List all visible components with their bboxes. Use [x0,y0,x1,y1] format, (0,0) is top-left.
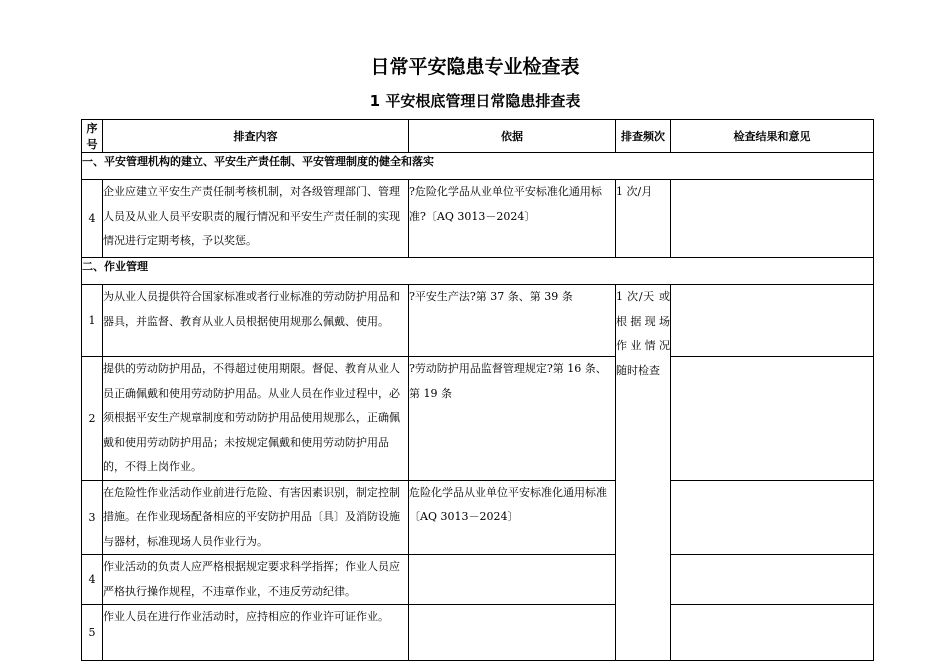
table-row [82,357,874,481]
table-row [82,555,874,605]
row-number: 1 [82,285,103,357]
header-content: 排查内容 [103,120,409,153]
row-basis: 危险化学品从业单位平安标准化通用标准〔AQ 3013－2024〕 [409,480,616,555]
row-result-cell[interactable] [671,605,874,661]
table-header-row [82,120,874,153]
row-basis: ?平安生产法?第 37 条、第 39 条 [409,285,616,357]
row-result-cell[interactable] [671,357,874,481]
row-basis: ?危险化学品从业单位平安标准化通用标准?〔AQ 3013－2024〕 [409,180,616,258]
row-content: 作业活动的负责人应严格根据规定要求科学指挥；作业人员应严格执行操作规程，不违章作业，不违反劳动纪律。 [103,555,409,605]
row-result-cell[interactable] [671,180,874,258]
inspection-table [81,119,874,661]
section-title-1: 一、平安管理机构的建立、平安生产责任制、平安管理制度的健全和落实 [82,153,874,180]
header-result: 检查结果和意见 [671,120,874,153]
row-number: 4 [82,180,103,258]
table-row [82,480,874,555]
row-number: 3 [82,480,103,555]
document-title: 日常平安隐患专业检查表 [370,56,580,78]
row-number: 2 [82,357,103,481]
row-content: 企业应建立平安生产责任制考核机制，对各级管理部门、管理人员及从业人员平安职责的履行情况和平安生产责任制的实现情况进行定期考核，予以奖惩。 [103,180,409,258]
row-content: 为从业人员提供符合国家标准或者行业标准的劳动防护用品和器具，并监督、教育从业人员根据使用规那么佩戴、使用。 [103,285,409,357]
header-frequency: 排查频次 [616,120,671,153]
section-title-2: 二、作业管理 [82,258,874,285]
row-content: 提供的劳动防护用品，不得超过使用期限。督促、教育从业人员正确佩戴和使用劳动防护用品。从业人员在作业过程中，必须根据平安生产规章制度和劳动防护用品使用规那么，正确佩戴和使用劳动防护用品；未按规定佩戴和使用劳动防护用品的，不得上岗作业。 [103,357,409,481]
header-no: 序号 [82,120,103,153]
row-number: 5 [82,605,103,661]
section-row [82,153,874,180]
table-row [82,180,874,258]
row-frequency: 1 次/月 [616,180,671,258]
row-basis [409,555,616,605]
row-result-cell[interactable] [671,285,874,357]
row-result-cell[interactable] [671,480,874,555]
row-frequency: 1 次/天 或根据现场作业情况随时检查 [616,285,671,661]
table-row [82,285,874,357]
table-row [82,605,874,661]
row-number: 4 [82,555,103,605]
row-basis [409,605,616,661]
row-result-cell[interactable] [671,555,874,605]
section-row [82,258,874,285]
row-basis: ?劳动防护用品监督管理规定?第 16 条、第 19 条 [409,357,616,481]
row-content: 在危险性作业活动作业前进行危险、有害因素识别，制定控制措施。在作业现场配备相应的平安防护用品〔具〕及消防设施与器材，标准现场人员作业行为。 [103,480,409,555]
document-subtitle: 1 平安根底管理日常隐患排查表 [369,92,581,110]
row-content: 作业人员在进行作业活动时，应持相应的作业许可证作业。 [103,605,409,661]
header-basis: 依据 [409,120,616,153]
